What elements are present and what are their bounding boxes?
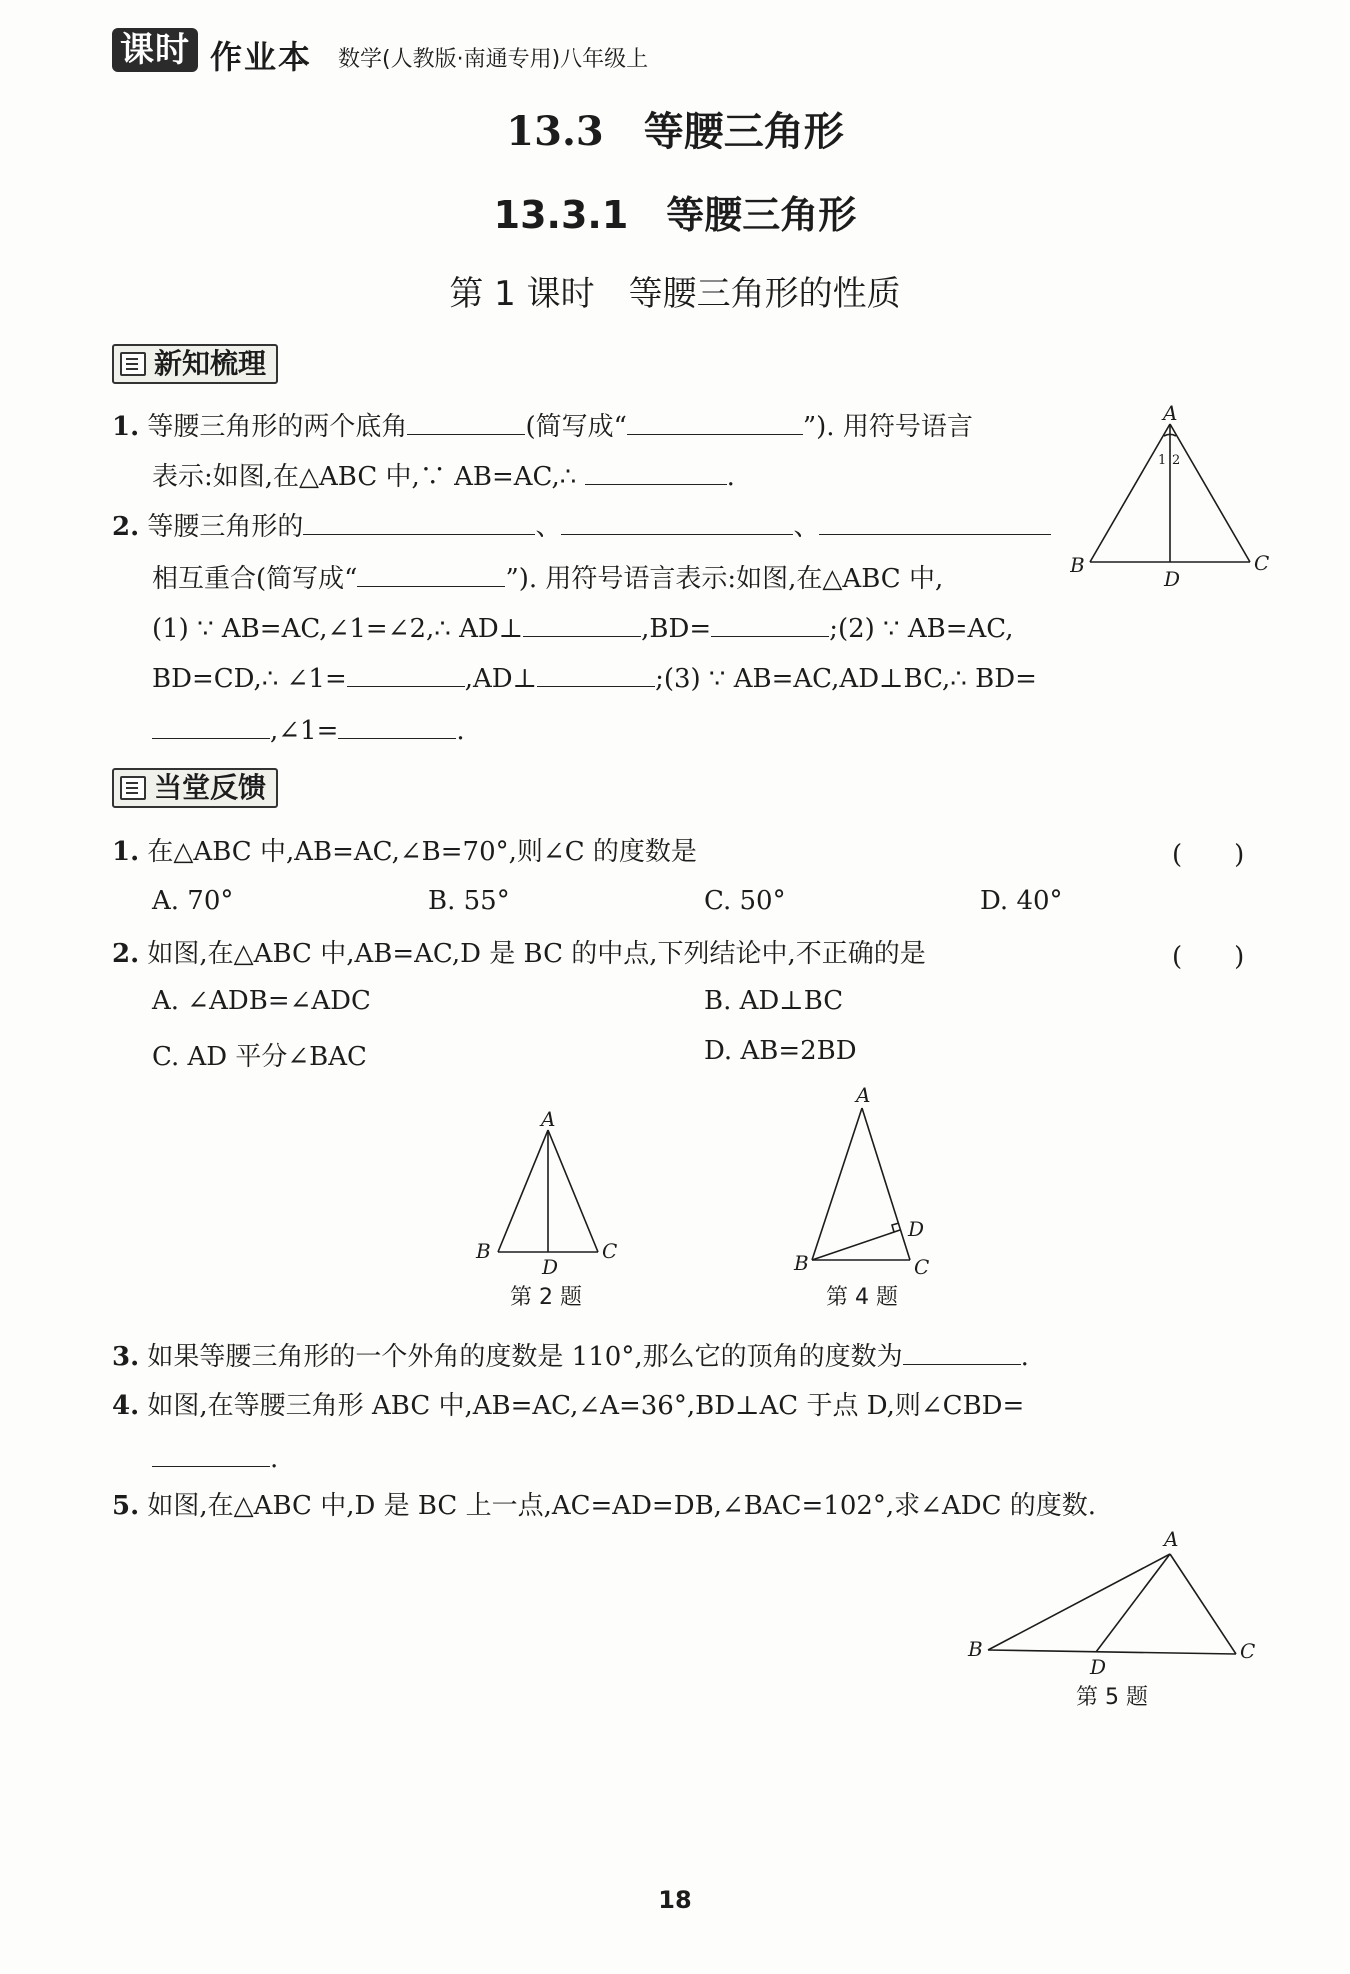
option-d[interactable]: D. 40°: [980, 886, 1063, 916]
question-text: (简写成“: [525, 412, 627, 442]
s2-q1-stem: [112, 834, 697, 870]
label-d: D: [1164, 567, 1181, 591]
answer-blank[interactable]: [561, 508, 793, 535]
separator: 、: [793, 512, 820, 542]
label-d: D: [908, 1217, 925, 1241]
side-ab: [812, 1108, 862, 1260]
answer-blank[interactable]: [819, 508, 1051, 535]
question-number: 1.: [112, 412, 140, 442]
label-b: B: [476, 1239, 491, 1263]
label-a: A: [1164, 1527, 1179, 1551]
answer-blank[interactable]: [338, 712, 456, 739]
answer-paren[interactable]: ( ): [1172, 942, 1245, 972]
section-tag-label: 当堂反馈: [154, 771, 267, 804]
label-a: A: [541, 1108, 556, 1131]
label-c: C: [1254, 551, 1270, 575]
figure-caption: 第 2 题: [510, 1285, 582, 1310]
segment-ad: [1096, 1554, 1170, 1652]
question-text: (1) ∵ AB=AC,∠1=∠2,∴ AD⊥: [152, 614, 524, 644]
answer-blank[interactable]: [711, 610, 829, 637]
question-text: ,BD=: [641, 614, 712, 644]
question-number: 2.: [112, 939, 140, 969]
figure-q2-triangle: [470, 1108, 640, 1288]
side-ac: [548, 1130, 598, 1252]
answer-blank[interactable]: [585, 458, 727, 485]
option-c[interactable]: C. 50°: [704, 886, 786, 916]
book-icon: [120, 352, 146, 376]
s1-q2-line3: [152, 610, 1014, 647]
question-text: 等腰三角形的: [147, 512, 304, 542]
label-b: B: [968, 1637, 983, 1661]
question-text: ,∠1=: [270, 716, 339, 746]
brand-logo: 课时: [112, 28, 198, 72]
question-text: ;(3) ∵ AB=AC,AD⊥BC,∴ BD=: [655, 664, 1037, 694]
option-a[interactable]: A. 70°: [152, 886, 234, 916]
question-text: BD=CD,∴ ∠1=: [152, 664, 347, 694]
side-ab: [1090, 424, 1170, 562]
option-c[interactable]: C. AD 平分∠BAC: [152, 1042, 367, 1072]
label-angle-1: 1: [1158, 453, 1167, 468]
section-tag-label: 新知梳理: [154, 347, 267, 380]
question-text: 在△ABC 中,AB=AC,∠B=70°,则∠C 的度数是: [147, 837, 697, 867]
question-number: 1.: [112, 837, 140, 867]
answer-blank[interactable]: [152, 712, 270, 739]
figure-q5-triangle: [960, 1526, 1260, 1676]
label-b: B: [794, 1251, 809, 1275]
s1-q2-line4: [152, 660, 1037, 697]
label-angle-2: 2: [1172, 453, 1181, 468]
question-text: .: [1020, 1342, 1029, 1372]
figure-caption: 第 4 题: [826, 1285, 898, 1310]
answer-blank[interactable]: [357, 560, 505, 587]
answer-blank[interactable]: [523, 610, 641, 637]
label-d: D: [542, 1255, 559, 1279]
s2-q5: [112, 1488, 1096, 1524]
answer-blank[interactable]: [152, 1440, 270, 1467]
label-c: C: [1240, 1639, 1256, 1663]
question-text: .: [456, 716, 465, 746]
option-a[interactable]: A. ∠ADB=∠ADC: [152, 986, 371, 1016]
side-ab: [498, 1130, 548, 1252]
label-b: B: [1070, 553, 1085, 577]
answer-blank[interactable]: [537, 660, 655, 687]
side-bc: [988, 1650, 1236, 1654]
question-text: .: [270, 1444, 279, 1474]
s2-q4-line1: [112, 1388, 1024, 1424]
question-text: .: [726, 462, 735, 492]
separator: 、: [535, 512, 562, 542]
question-number: 4.: [112, 1391, 140, 1421]
s2-q4-line2: [152, 1440, 278, 1477]
question-number: 2.: [112, 512, 140, 542]
label-c: C: [914, 1255, 930, 1279]
segment-bd: [812, 1230, 900, 1260]
answer-blank[interactable]: [903, 1338, 1021, 1365]
s1-q2-line5: [152, 712, 465, 749]
side-ac: [1170, 1554, 1236, 1654]
question-text: ,AD⊥: [464, 664, 538, 694]
question-number: 3.: [112, 1342, 140, 1372]
side-ac: [1170, 424, 1250, 562]
s1-q1-line2: [152, 458, 735, 495]
question-text: 如图,在等腰三角形 ABC 中,AB=AC,∠A=36°,BD⊥AC 于点 D,则∠CBD=: [147, 1391, 1025, 1421]
label-a: A: [856, 1084, 871, 1107]
s1-q2-line1: [112, 508, 1051, 545]
label-a: A: [1163, 401, 1178, 425]
figure-caption: 第 5 题: [1076, 1685, 1148, 1710]
question-text: 表示:如图,在△ABC 中,∵ AB=AC,∴: [152, 462, 577, 492]
option-b[interactable]: B. 55°: [428, 886, 510, 916]
question-number: 5.: [112, 1491, 140, 1521]
option-d[interactable]: D. AB=2BD: [704, 1036, 857, 1066]
chapter-title: 13.3 等腰三角形: [506, 108, 844, 155]
answer-paren[interactable]: ( ): [1172, 840, 1245, 870]
brand-name: 作业本: [210, 38, 313, 76]
question-text: ”). 用符号语言表示:如图,在△ABC 中,: [505, 564, 944, 594]
question-text: 如果等腰三角形的一个外角的度数是 110°,那么它的顶角的度数为: [147, 1342, 903, 1372]
page-number: 18: [658, 1886, 692, 1914]
question-text: ”). 用符号语言: [802, 412, 973, 442]
answer-blank[interactable]: [347, 660, 465, 687]
question-text: ;(2) ∵ AB=AC,: [829, 614, 1014, 644]
s2-q3: [112, 1338, 1029, 1375]
answer-blank[interactable]: [303, 508, 535, 535]
section-title: 13.3.1 等腰三角形: [493, 193, 857, 237]
pencil-icon: [120, 776, 146, 800]
s1-q1-line1: [112, 408, 973, 445]
label-d: D: [1090, 1655, 1107, 1676]
option-b[interactable]: B. AD⊥BC: [704, 986, 844, 1016]
side-ac: [862, 1108, 910, 1260]
lesson-title: 第 1 课时 等腰三角形的性质: [449, 274, 901, 314]
figure-q4-triangle: [790, 1084, 950, 1284]
question-text: 相互重合(简写成“: [152, 564, 358, 594]
label-c: C: [602, 1239, 618, 1263]
s2-q2-stem: [112, 936, 926, 972]
s1-q2-line2: [152, 560, 943, 597]
question-text: 如图,在△ABC 中,D 是 BC 上一点,AC=AD=DB,∠BAC=102°,求∠ADC 的度数.: [147, 1491, 1097, 1521]
question-text: 等腰三角形的两个底角: [147, 412, 408, 442]
section-tag-feedback: [112, 768, 278, 808]
book-info: 数学(人教版·南通专用)八年级上: [338, 47, 649, 72]
answer-blank[interactable]: [627, 408, 803, 435]
figure-section1-triangle: [1070, 400, 1270, 600]
question-text: 如图,在△ABC 中,AB=AC,D 是 BC 的中点,下列结论中,不正确的是: [147, 939, 926, 969]
side-ab: [988, 1554, 1170, 1650]
answer-blank[interactable]: [407, 408, 525, 435]
section-tag-new-knowledge: [112, 344, 278, 384]
